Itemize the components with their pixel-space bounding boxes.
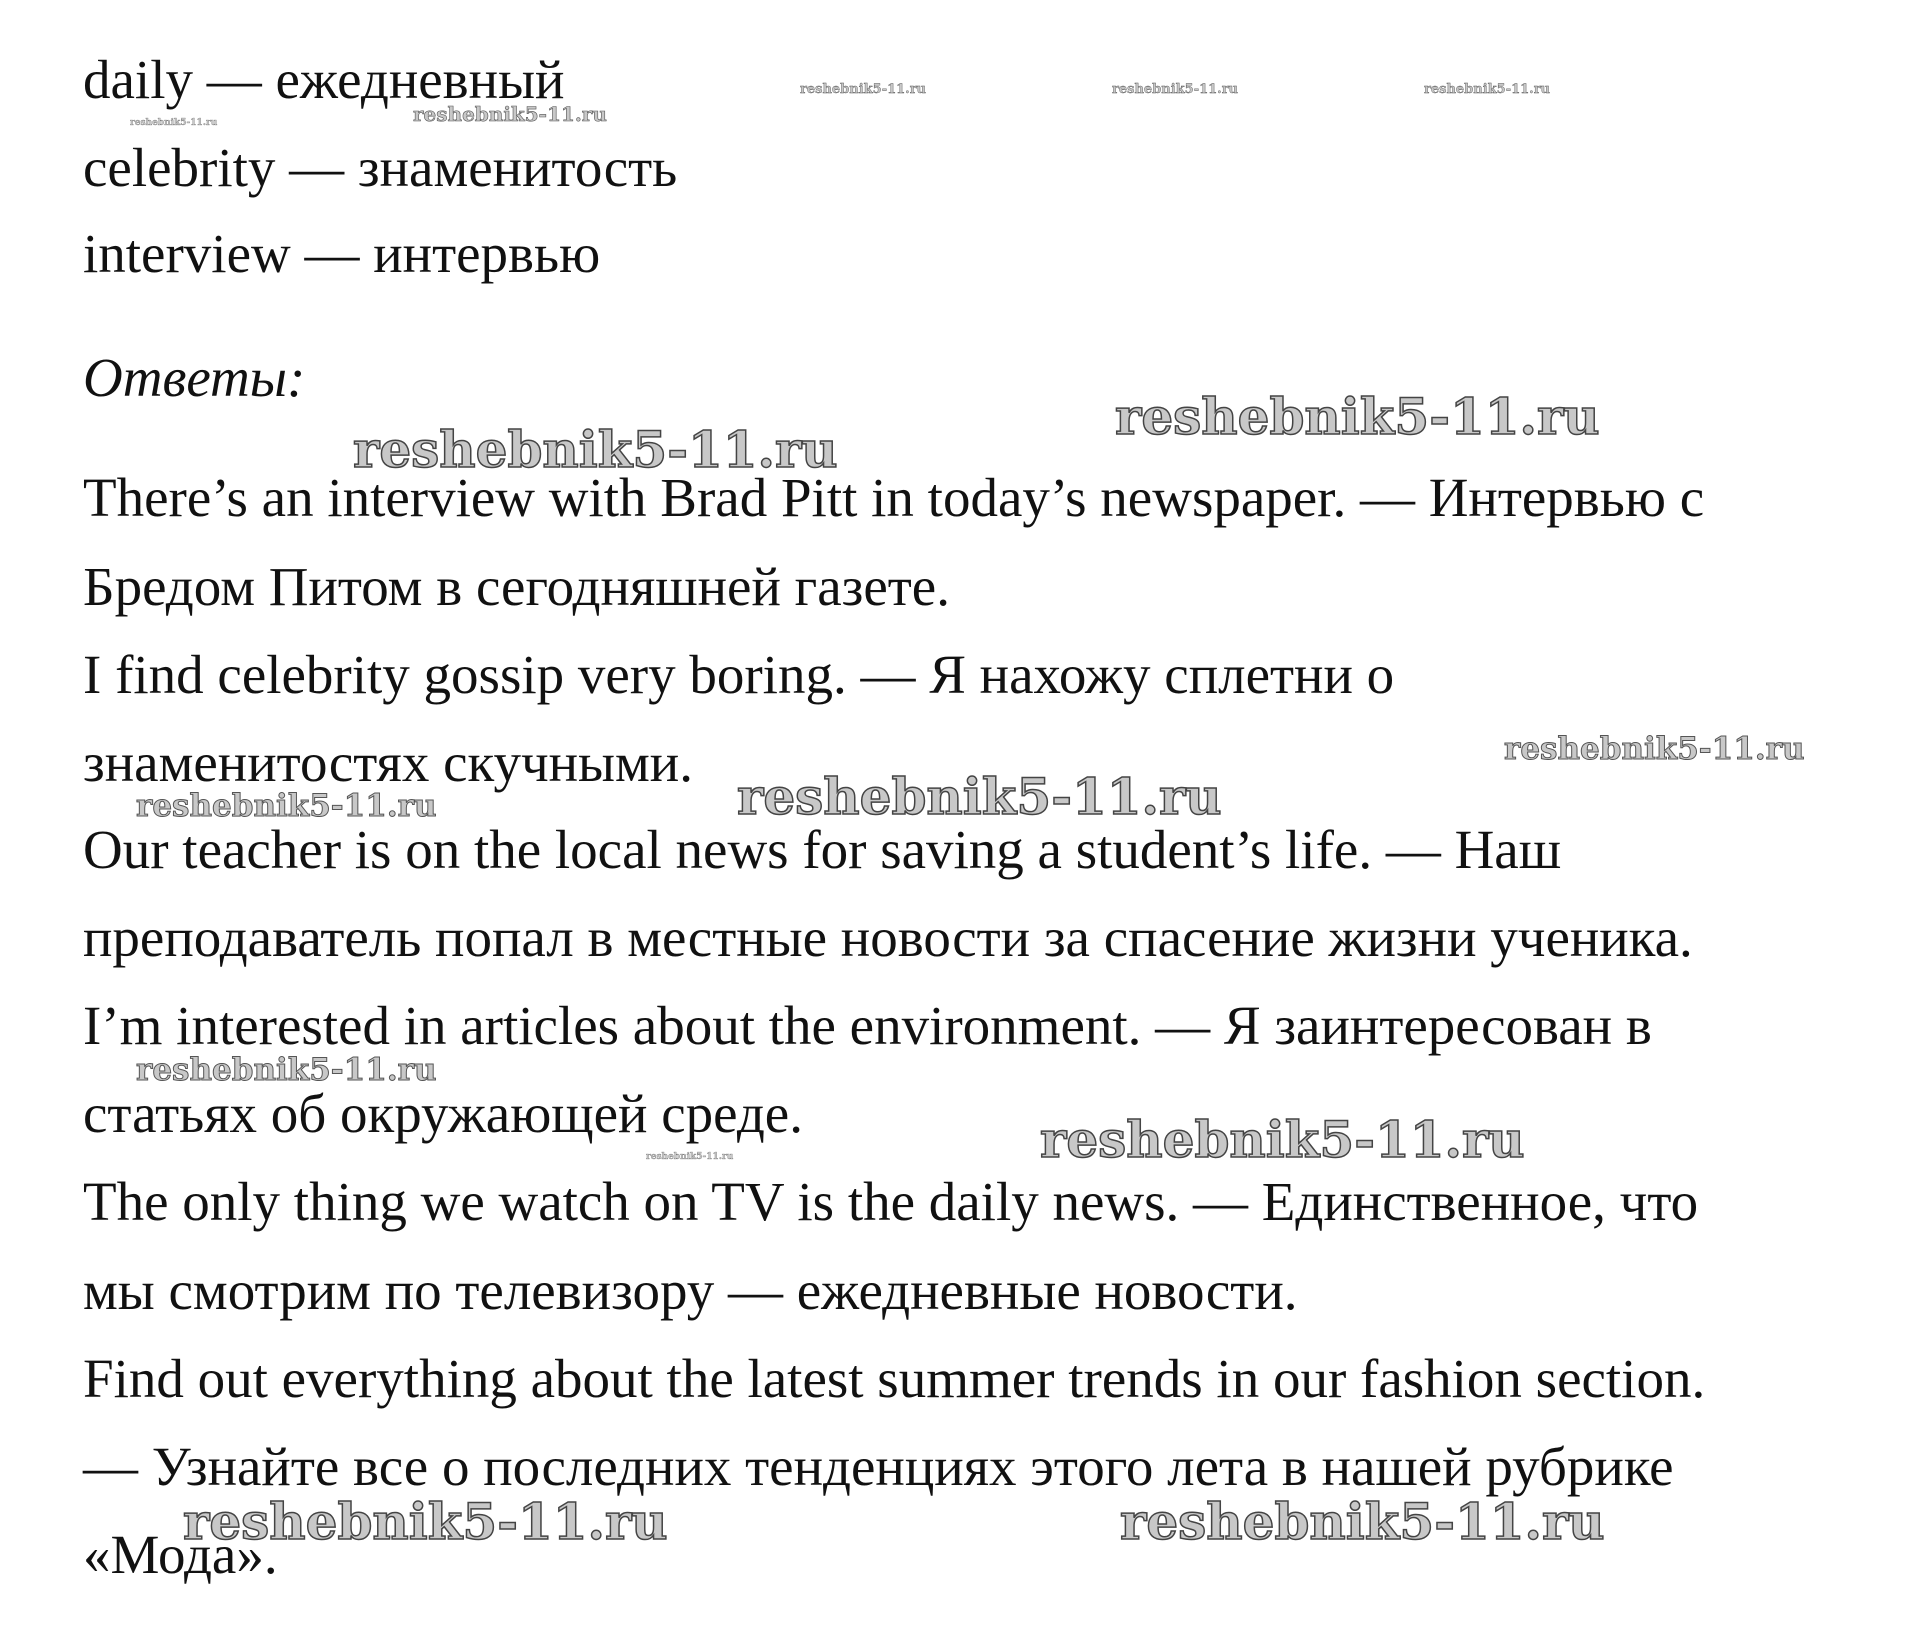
answer-line: преподаватель попал в местные новости за спасение жизни ученика.	[83, 907, 1693, 968]
watermark: reshebnik5-11.ru	[737, 767, 1222, 826]
answer-line: I’m interested in articles about the environment. — Я заинтересован в	[83, 995, 1652, 1056]
watermark: reshebnik5-11.ru	[1115, 387, 1600, 446]
watermark: reshebnik5-11.ru	[130, 118, 218, 128]
answer-line: — Узнайте все о последних тенденциях этого лета в нашей рубрике	[83, 1436, 1674, 1497]
watermark: reshebnik5-11.ru	[183, 1492, 668, 1551]
watermark: reshebnik5-11.ru	[800, 82, 927, 97]
answer-line: статьях об окружающей среде.	[83, 1083, 803, 1144]
answer-line: I find celebrity gossip very boring. — Я нахожу сплетни о	[83, 644, 1395, 705]
watermark: reshebnik5-11.ru	[353, 420, 838, 479]
answers-heading: Ответы:	[83, 347, 306, 408]
watermark: reshebnik5-11.ru	[1112, 82, 1239, 97]
answer-line: Find out everything about the latest summer trends in our fashion section.	[83, 1348, 1706, 1409]
watermark: reshebnik5-11.ru	[413, 102, 607, 126]
answer-line: The only thing we watch on TV is the daily news. — Единственное, что	[83, 1171, 1699, 1232]
answer-line: мы смотрим по телевизору — ежедневные новости.	[83, 1260, 1298, 1321]
vocab-line: interview — интервью	[83, 223, 601, 284]
watermark: reshebnik5-11.ru	[1424, 82, 1551, 97]
watermark: reshebnik5-11.ru	[646, 1152, 734, 1162]
answer-line: «Мода».	[83, 1524, 278, 1585]
answer-line: There’s an interview with Brad Pitt in today’s newspaper. — Интервью с	[83, 467, 1705, 528]
watermark: reshebnik5-11.ru	[1120, 1492, 1605, 1551]
watermark: reshebnik5-11.ru	[136, 1052, 437, 1088]
vocab-line: daily — ежедневный	[83, 49, 565, 110]
answer-line: Бредом Питом в сегодняшней газете.	[83, 556, 950, 617]
answer-line: Our teacher is on the local news for saving a student’s life. — Наш	[83, 819, 1562, 880]
watermark: reshebnik5-11.ru	[136, 788, 437, 824]
watermark: reshebnik5-11.ru	[1040, 1110, 1525, 1169]
vocab-line: celebrity — знаменитость	[83, 137, 678, 198]
watermark: reshebnik5-11.ru	[1504, 731, 1805, 767]
answer-line: знаменитостях скучными.	[83, 732, 693, 793]
